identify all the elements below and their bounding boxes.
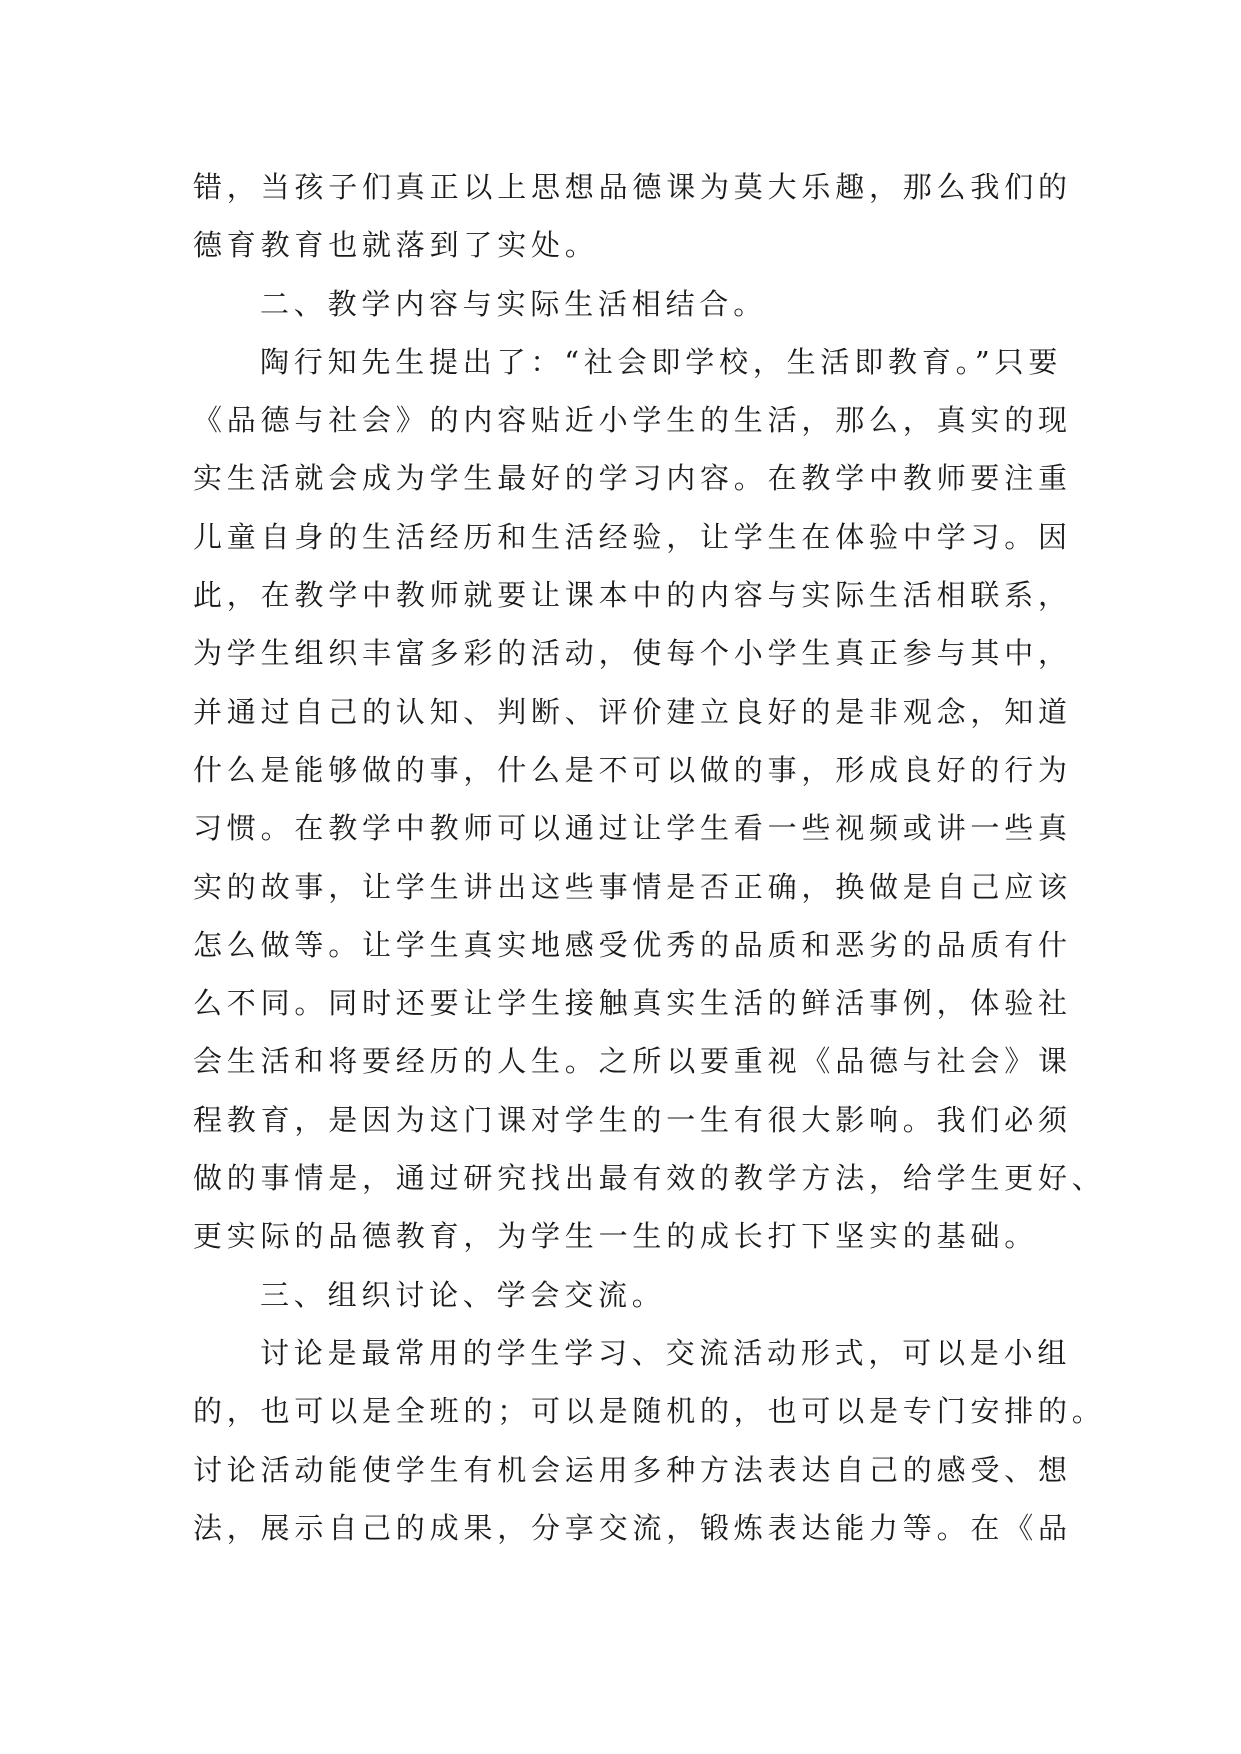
text-line: 儿童自身的生活经历和生活经验，让学生在体验中学习。因: [193, 519, 1072, 554]
text-line: 《品德与社会》的内容贴近小学生的生活，那么，真实的现: [193, 403, 1072, 438]
text-line: 陶行知先生提出了：“社会即学校，生活即教育。”只要: [260, 344, 1063, 379]
section-heading: 二、教学内容与实际生活相结合。: [260, 286, 768, 321]
text-line: 的，也可以是全班的；可以是随机的，也可以是专门安排的。: [193, 1394, 1106, 1429]
text-line: 实生活就会成为学生最好的学习内容。在教学中教师要注重: [193, 461, 1072, 496]
section-heading: 三、组织讨论、学会交流。: [260, 1277, 666, 1312]
text-line: 德育教育也就落到了实处。: [193, 228, 599, 263]
text-line: 怎么做等。让学生真实地感受优秀的品质和恶劣的品质有什: [193, 927, 1072, 962]
text-line: 此，在教学中教师就要让课本中的内容与实际生活相联系，: [193, 578, 1072, 613]
text-line: 习惯。在教学中教师可以通过让学生看一些视频或讲一些真: [193, 811, 1072, 846]
text-line: 么不同。同时还要让学生接触真实生活的鲜活事例，体验社: [193, 986, 1072, 1021]
text-line: 讨论活动能使学生有机会运用多种方法表达自己的感受、想: [193, 1452, 1072, 1487]
text-line: 实的故事，让学生讲出这些事情是否正确，换做是自己应该: [193, 869, 1072, 904]
text-line: 程教育，是因为这门课对学生的一生有很大影响。我们必须: [193, 1102, 1072, 1137]
text-line: 为学生组织丰富多彩的活动，使每个小学生真正参与其中，: [193, 636, 1072, 671]
text-line: 并通过自己的认知、判断、评价建立良好的是非观念，知道: [193, 694, 1072, 729]
text-line: 法，展示自己的成果，分享交流，锻炼表达能力等。在《品: [193, 1510, 1072, 1545]
text-line: 更实际的品德教育，为学生一生的成长打下坚实的基础。: [193, 1219, 1039, 1254]
text-line: 错，当孩子们真正以上思想品德课为莫大乐趣，那么我们的: [193, 170, 1072, 204]
text-line: 会生活和将要经历的人生。之所以要重视《品德与社会》课: [193, 1044, 1072, 1079]
text-line: 什么是能够做的事，什么是不可以做的事，形成良好的行为: [193, 752, 1072, 787]
document-body: [193, 158, 1106, 1557]
text-line: 做的事情是，通过研究找出最有效的教学方法，给学生更好、: [193, 1161, 1106, 1196]
text-line: 讨论是最常用的学生学习、交流活动形式，可以是小组: [260, 1335, 1072, 1370]
